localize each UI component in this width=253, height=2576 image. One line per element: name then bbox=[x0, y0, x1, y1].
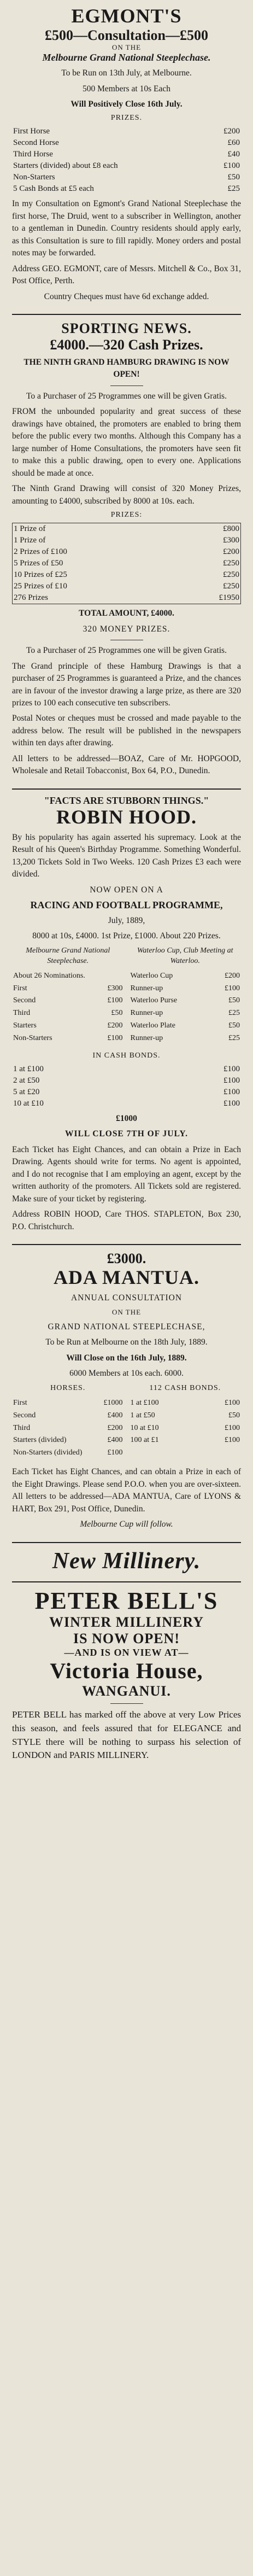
mantua-footer: Melbourne Cup will follow. bbox=[80, 1520, 173, 1529]
robin-date: July, 1889, bbox=[108, 915, 145, 925]
table-row: First £300 bbox=[13, 984, 123, 992]
table-row: 1 at £50 £50 bbox=[130, 1411, 240, 1420]
table-row: 276 Prizes £1950 bbox=[14, 593, 239, 603]
sporting-purchaser: To a Purchaser of 25 Programmes one will be given Gratis. bbox=[26, 391, 227, 401]
robin-total: £1000 bbox=[116, 1113, 137, 1123]
robin-intro: By his popularity has again asserted his supremacy. Look at the Result of his Queen's Birthday Programme. Something Wonderful. 13,200 Tickets Sold in Two Weeks. 120 Cash Prizes £3 each were divided. bbox=[12, 832, 241, 879]
divider bbox=[110, 1703, 143, 1704]
peter-house: Victoria House, bbox=[50, 1658, 203, 1683]
robin-racing: RACING AND FOOTBALL PROGRAMME, bbox=[30, 899, 223, 911]
robin-close: WILL CLOSE 7TH OF JULY. bbox=[65, 1129, 188, 1139]
robin-address: Address ROBIN HOOD, Care THOS. STAPLETON, Box 230, P.O. Christchurch. bbox=[12, 1210, 241, 1231]
table-row: 1 Prize of £300 bbox=[14, 536, 239, 545]
table-row: Second £400 bbox=[13, 1411, 123, 1420]
robin-right-column bbox=[130, 946, 242, 1048]
sporting-title: SPORTING NEWS. bbox=[61, 320, 192, 337]
peter-body: PETER BELL has marked off the above at very Low Prices this season, and feels assured that for ELEGANCE and STYLE there will be nothing to surpass his selection of LONDON and PARIS MILLINERY. bbox=[12, 1709, 241, 1761]
robin-left-heading: Melbourne Grand National Steeplechase. bbox=[26, 946, 110, 965]
robin-quote: "FACTS ARE STUBBORN THINGS." bbox=[44, 795, 209, 806]
mantua-line2: ON THE bbox=[111, 1308, 142, 1317]
robin-cash-table bbox=[12, 1064, 241, 1109]
egmont-on-the: ON THE bbox=[111, 43, 142, 52]
peter-sub2: IS NOW OPEN! bbox=[73, 1631, 180, 1647]
robin-title: ROBIN HOOD. bbox=[56, 806, 197, 828]
table-row: Starters (divided) about £8 each £100 bbox=[13, 161, 240, 171]
table-row: Third £50 bbox=[13, 1009, 123, 1018]
mantua-columns bbox=[12, 1383, 241, 1463]
egmont-close: Will Positively Close 16th July. bbox=[70, 100, 183, 109]
sporting-body4: Postal Notes or cheques must be crossed and made payable to the address below. The result will be published in the newspapers within ten days after drawing. bbox=[12, 714, 241, 748]
mantua-title: ADA MANTUA. bbox=[54, 1266, 199, 1289]
sporting-prizes-heading: PRIZES: bbox=[110, 511, 143, 519]
egmont-body: In my Consultation on Egmont's Grand National Steeplechase the first horse, The Druid, went to a subscriber in Wellington, another to a gentleman in Dunedin. Country residents should apply early, as this Consultation is sure to fill rapidly. Money orders and postal notes may be forwarded. bbox=[12, 199, 241, 258]
robin-body: Each Ticket has Eight Chances, and can obtain a Prize in Each Drawing. Agents should write for terms. No agent is appointed, and I do not recognise that I am employing an agent, except by the written authority of the promoters. All Tickets sold are registered. Make sure of your ticket by registering. bbox=[12, 1144, 241, 1204]
robin-left-column bbox=[12, 946, 124, 1048]
table-row: Second Horse £60 bbox=[13, 138, 240, 148]
egmont-prize-table bbox=[12, 126, 241, 195]
table-row: About 26 Nominations. bbox=[13, 971, 85, 980]
mantua-top: £3000. bbox=[107, 1251, 146, 1267]
mantua-horses-heading: HORSES. bbox=[50, 1383, 86, 1392]
robin-right-table bbox=[130, 970, 242, 1045]
peter-town: WANGANUI. bbox=[82, 1683, 171, 1699]
table-row: Second £100 bbox=[13, 996, 123, 1005]
robin-columns bbox=[12, 946, 241, 1048]
egmont-run: To be Run on 13th July, at Melbourne. bbox=[61, 68, 192, 78]
sporting-body2: The Ninth Grand Drawing will consist of 320 Money Prizes, amounting to £4000, subscribed by 8000 at 10s. each. bbox=[12, 484, 241, 506]
table-row: Starters £200 bbox=[13, 1021, 123, 1030]
table-row: 5 Prizes of £50 £250 bbox=[14, 559, 239, 568]
sporting-body: FROM the unbounded popularity and great success of these drawings have obtained, the promoters are enabled to bring them before the public every two months. Although this Company has a large number of Home Consultations, the promoters have seen fit to make this a public drawing, open to every one. Applications should be made at once. bbox=[12, 407, 241, 478]
table-row: First £1000 bbox=[13, 1398, 123, 1407]
sporting-advert bbox=[12, 315, 241, 790]
sporting-heading: THE NINTH GRAND HAMBURG DRAWING IS NOW OPEN! bbox=[23, 358, 230, 379]
peter-sub1: WINTER MILLINERY bbox=[49, 1614, 204, 1631]
table-row: Runner-up £100 bbox=[130, 984, 240, 992]
table-row: 100 at £1 £100 bbox=[130, 1436, 240, 1445]
mantua-advert bbox=[12, 1245, 241, 1543]
egmont-event: Melbourne Grand National Steeplechase. bbox=[42, 52, 211, 63]
table-row: 1 at £100 £100 bbox=[130, 1398, 240, 1407]
table-row: 25 Prizes of £10 £250 bbox=[14, 582, 239, 591]
table-row: 1 at £100 £100 bbox=[13, 1064, 240, 1073]
table-row: Starters (divided) £400 bbox=[13, 1436, 123, 1445]
robin-subs: 8000 at 10s, £4000. 1st Prize, £1000. About 220 Prizes. bbox=[32, 931, 221, 941]
mantua-horses-table bbox=[12, 1397, 124, 1459]
table-row: Non-Starters (divided) £100 bbox=[13, 1448, 123, 1457]
peter-title: PETER BELL'S bbox=[34, 1587, 219, 1614]
table-row: 2 Prizes of £100 £200 bbox=[14, 547, 239, 557]
table-row: 10 at £10 £100 bbox=[130, 1423, 240, 1432]
mantua-bonds-column bbox=[130, 1383, 242, 1463]
mantua-close: Will Close on the 16th July, 1889. bbox=[66, 1353, 187, 1363]
robin-now-open: NOW OPEN ON A bbox=[90, 885, 163, 895]
robin-cash-heading: IN CASH BONDS. bbox=[92, 1051, 161, 1060]
sporting-subtitle: £4000.—320 Cash Prizes. bbox=[50, 337, 203, 353]
table-row: Third £200 bbox=[13, 1423, 123, 1432]
peter-sub3: —AND IS ON VIEW AT— bbox=[64, 1646, 189, 1658]
table-row: Non-Starters £50 bbox=[13, 173, 240, 182]
table-row: Runner-up £25 bbox=[130, 1034, 240, 1043]
table-row: 10 Prizes of £25 £250 bbox=[14, 570, 239, 580]
millinery-title: New Millinery. bbox=[52, 1548, 201, 1574]
robin-advert bbox=[12, 790, 241, 1245]
mantua-horses-column bbox=[12, 1383, 124, 1463]
egmont-subtitle: £500—Consultation—£500 bbox=[44, 27, 209, 43]
sporting-prize-table bbox=[12, 523, 241, 604]
table-row: Third Horse £40 bbox=[13, 150, 240, 159]
egmont-prizes-heading: PRIZES. bbox=[110, 114, 143, 122]
sporting-address: All letters to be addressed—BOAZ, Care of Mr. HOPGOOD, Wholesale and Retail Tobacconist, Box 64, P.O., Dunedin. bbox=[12, 753, 241, 776]
table-row: 5 Cash Bonds at £5 each £25 bbox=[13, 184, 240, 194]
robin-right-heading: Waterloo Cup, Club Meeting at Waterloo. bbox=[137, 946, 233, 965]
peter-bell-advert bbox=[12, 1582, 241, 1773]
mantua-members: 6000 Members at 10s each. 6000. bbox=[69, 1369, 184, 1378]
egmont-advert bbox=[12, 0, 241, 315]
table-row: Non-Starters £100 bbox=[13, 1034, 123, 1043]
table-row: 5 at £20 £100 bbox=[13, 1087, 240, 1096]
mantua-line1: ANNUAL CONSULTATION bbox=[70, 1293, 183, 1302]
mantua-line4: To be Run at Melbourne on the 18th July, 1889. bbox=[45, 1337, 208, 1347]
sporting-body3: The Grand principle of these Hamburg Drawings is that a purchaser of 25 Programmes is guaranteed a Prize, and the chances are in favour of the investor drawing a large prize, as there are 320 prizes to 100 each consecutive ten subscribers. bbox=[12, 661, 241, 708]
table-row: Waterloo Plate £50 bbox=[130, 1021, 240, 1030]
sporting-total: TOTAL AMOUNT, £4000. bbox=[79, 609, 174, 618]
egmont-title: EGMONT'S bbox=[71, 5, 182, 27]
table-row: 1 Prize of £800 bbox=[14, 524, 239, 534]
robin-left-table bbox=[12, 970, 124, 1045]
egmont-subscribers: 500 Members at 10s Each bbox=[83, 84, 170, 94]
divider bbox=[110, 385, 143, 386]
mantua-cash-heading: 112 CASH BONDS. bbox=[149, 1383, 221, 1392]
egmont-note: Country Cheques must have 6d exchange added. bbox=[44, 291, 209, 301]
table-row: Runner-up £25 bbox=[130, 1009, 240, 1018]
table-row: Waterloo Cup £200 bbox=[130, 971, 240, 980]
sporting-money: 320 MONEY PRIZES. bbox=[83, 624, 170, 634]
table-row: Waterloo Purse £50 bbox=[130, 996, 240, 1005]
millinery-advert bbox=[12, 1543, 241, 1582]
sporting-purchaser2: To a Purchaser of 25 Programmes one will be given Gratis. bbox=[26, 646, 227, 656]
mantua-bonds-table bbox=[130, 1397, 242, 1447]
table-row: First Horse £200 bbox=[13, 127, 240, 136]
egmont-address: Address GEO. EGMONT, care of Messrs. Mitchell & Co., Box 31, Post Office, Perth. bbox=[12, 264, 241, 286]
table-row: 10 at £10 £100 bbox=[13, 1099, 240, 1108]
mantua-body: Each Ticket has Eight Chances, and can obtain a Prize in each of the Eight Drawings. Please send P.O.O. when you are over-sixteen. All letters to be addressed—ADA MANTUA, Care of LYONS & HART, Box 291, Post Office, Dunedin. bbox=[12, 1467, 241, 1514]
table-row: 2 at £50 £100 bbox=[13, 1076, 240, 1085]
mantua-line3: GRAND NATIONAL STEEPLECHASE, bbox=[48, 1322, 205, 1331]
